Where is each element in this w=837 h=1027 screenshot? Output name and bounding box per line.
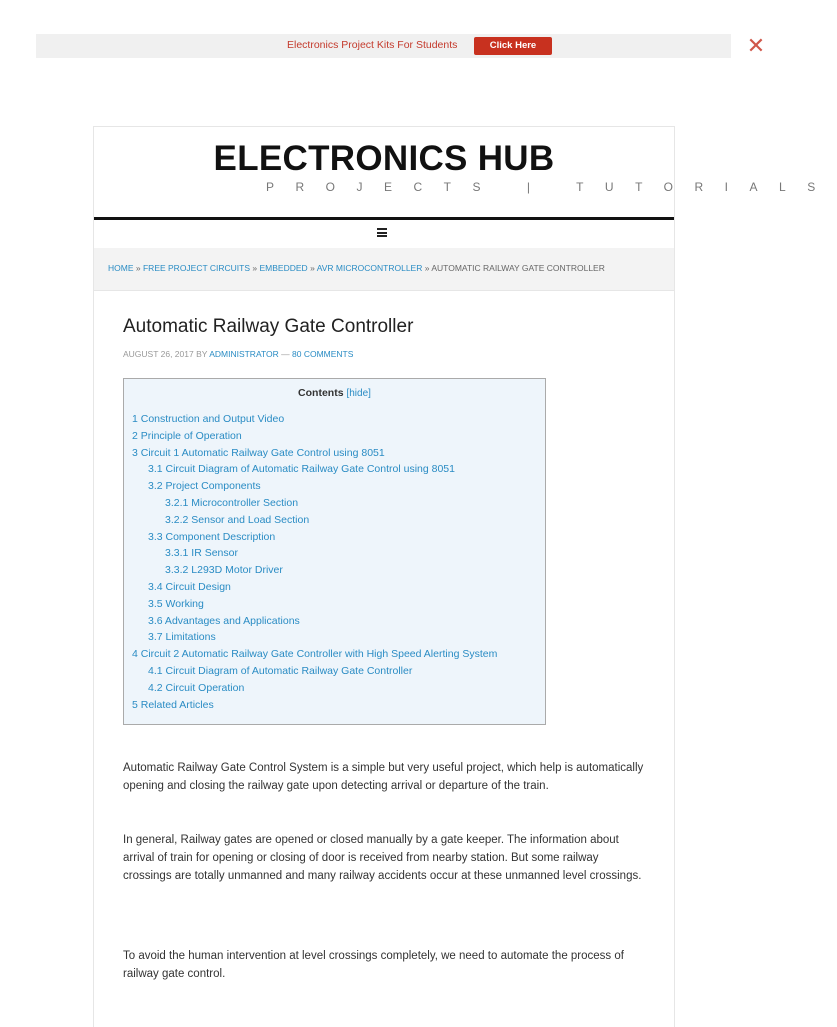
article-meta <box>123 349 353 359</box>
by-label: BY <box>196 349 208 359</box>
breadcrumb-embedded[interactable]: EMBEDDED <box>259 263 308 273</box>
toc-item[interactable]: 3.2.2 Sensor and Load Section <box>165 513 310 526</box>
toc-item[interactable]: 3.3.1 IR Sensor <box>165 547 238 560</box>
toc-item[interactable]: 3.3 Component Description <box>148 530 276 543</box>
breadcrumb-avr-microcontroller[interactable]: AVR MICROCONTROLLER <box>316 263 423 273</box>
table-of-contents <box>123 378 546 725</box>
site-title[interactable]: ELECTRONICS HUB <box>213 139 555 178</box>
site-tagline: PROJECTS | TUTORIALS <box>266 180 837 194</box>
toc-item[interactable]: 4.1 Circuit Diagram of Automatic Railway Gate Controller <box>148 665 413 677</box>
close-icon[interactable]: ✕ <box>746 33 766 58</box>
breadcrumb-separator: » <box>310 263 315 273</box>
toc-item[interactable]: 3.6 Advantages and Applications <box>148 614 300 627</box>
breadcrumb-bar <box>94 248 674 291</box>
post-date: AUGUST 26, 2017 <box>123 349 194 359</box>
article-title: Automatic Railway Gate Controller <box>123 316 414 337</box>
toc-item[interactable]: 2 Principle of Operation <box>132 429 242 442</box>
paragraph-intro: Automatic Railway Gate Control System is a simple but very useful project, which help is automatically opening and closing the railway gate upon detecting arrival or departure of the train. <box>123 762 644 793</box>
toc-item[interactable]: 3 Circuit 1 Automatic Railway Gate Control using 8051 <box>132 446 385 459</box>
nav-bar <box>94 217 674 251</box>
breadcrumb-separator: » <box>135 263 141 273</box>
hamburger-menu-icon[interactable] <box>377 228 387 237</box>
toc-item[interactable]: 4.2 Circuit Operation <box>148 681 245 694</box>
toc-item[interactable]: 3.4 Circuit Design <box>148 581 231 593</box>
click-here-button[interactable]: Click Here <box>474 37 552 55</box>
toc-heading-row <box>124 387 545 399</box>
toc-item[interactable]: 3.5 Working <box>148 597 204 610</box>
toc-item[interactable]: 4 Circuit 2 Automatic Railway Gate Controller with High Speed Alerting System <box>132 648 498 661</box>
toc-hide-link[interactable]: [hide] <box>346 388 371 399</box>
content-card <box>93 126 837 1027</box>
breadcrumb-home[interactable]: HOME <box>108 263 134 273</box>
toc-item[interactable]: 3.2.1 Microcontroller Section <box>165 497 299 509</box>
breadcrumb-current: AUTOMATIC RAILWAY GATE CONTROLLER <box>431 263 605 273</box>
toc-item[interactable]: 5 Related Articles <box>132 698 214 711</box>
promo-text: Electronics Project Kits For Students <box>287 39 458 51</box>
toc-item[interactable]: 3.7 Limitations <box>148 631 216 644</box>
author-link[interactable]: ADMINISTRATOR <box>209 349 279 359</box>
promo-bar <box>36 33 766 58</box>
paragraph-general: In general, Railway gates are opened or closed manually by a gate keeper. The information about arrival of train for opening or closing of door is received from nearby station. But some railway crossings are totally unmanned and many railway accidents occur at these unmanned level crossings. <box>123 834 642 883</box>
paragraph-avoid: To avoid the human intervention at level crossings completely, we need to automate the process of railway gate control. <box>123 950 624 981</box>
toc-item[interactable]: 3.1 Circuit Diagram of Automatic Railway Gate Control using 8051 <box>148 463 455 476</box>
breadcrumb-separator: » <box>252 263 258 273</box>
breadcrumb-free-project-circuits[interactable]: FREE PROJECT CIRCUITS <box>142 263 251 273</box>
toc-item[interactable]: 3.3.2 L293D Motor Driver <box>165 564 283 577</box>
toc-heading: Contents <box>298 387 344 399</box>
toc-item[interactable]: 1 Construction and Output Video <box>132 413 285 425</box>
breadcrumb <box>108 263 605 273</box>
comments-link[interactable]: 80 COMMENTS <box>292 349 354 359</box>
toc-item[interactable]: 3.2 Project Components <box>148 480 261 493</box>
meta-dash: — <box>281 349 290 359</box>
breadcrumb-separator: » <box>424 263 430 273</box>
